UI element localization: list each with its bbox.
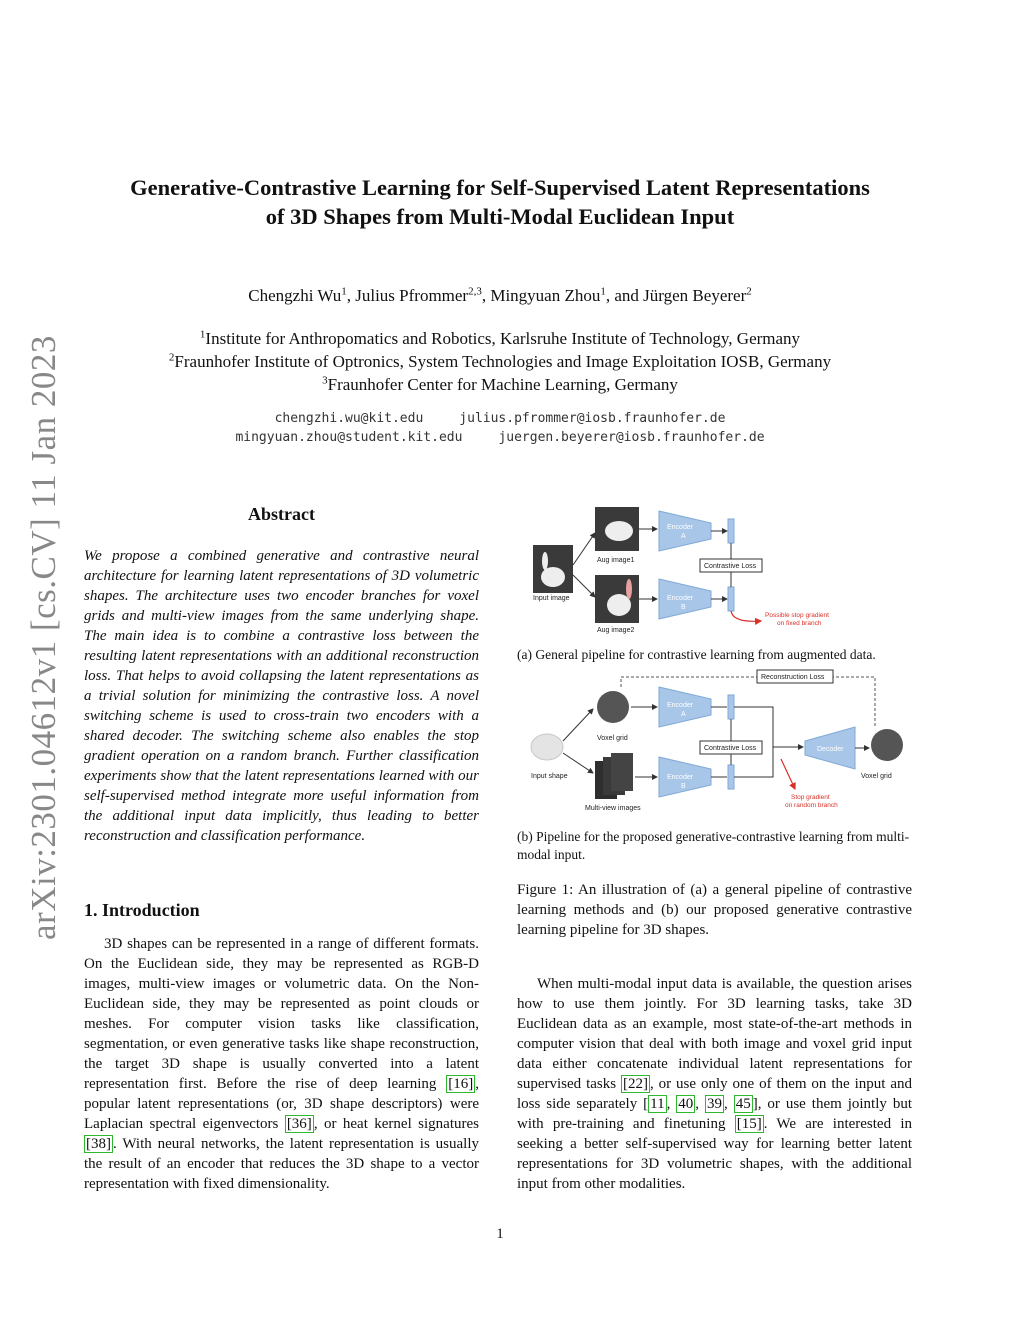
stop-gradient-label-2: on random branch	[785, 802, 838, 809]
figure-a-diagram	[525, 505, 915, 635]
latent-a	[728, 519, 734, 543]
aug-image-2-label: Aug image2	[597, 627, 635, 634]
text-run: 3D shapes can be represented in a range of different formats. On the Euclidean side, they may be represented as RGB-D images, multi-view images or volumetric data. On the Non-Euclidean side, they may be represented as point clouds or meshes. For computer vision tasks like classification, segmentation, or even generative tasks like shape reconstruction, the target 3D shape is usually converted into a latent representation first. Before the rise of deep learning	[84, 936, 479, 1092]
stop-gradient-label-1: Possible stop gradient	[765, 612, 829, 619]
text-run: When multi-modal input data is available, the question arises how to use them jointly. For 3D learning tasks, take 3D Euclidean data as an example, most state-of-the-art methods in computer vision that deal with both image and voxel grid input data either concatenate individual latent representations for supervised tasks	[517, 976, 912, 1092]
email-link[interactable]: chengzhi.wu@kit.edu	[274, 411, 424, 426]
author-aff: 2,3	[468, 285, 482, 298]
latent-b	[728, 765, 734, 789]
title-line-2: of 3D Shapes from Multi-Modal Euclidean Input	[265, 204, 735, 229]
output-voxel-image	[871, 729, 903, 761]
right-paragraph	[517, 974, 912, 1194]
voxel-grid-label: Voxel grid	[597, 735, 628, 742]
latent-b	[728, 587, 734, 611]
multi-view-label: Multi-view images	[585, 805, 641, 812]
email-link[interactable]: juergen.beyerer@iosb.fraunhofer.de	[498, 430, 765, 445]
citation-link[interactable]: [36]	[286, 1116, 312, 1132]
affiliation-num: 3	[322, 374, 328, 387]
email-link[interactable]: mingyuan.zhou@student.kit.edu	[235, 430, 463, 445]
author-name: Mingyuan Zhou	[490, 286, 601, 305]
input-shape-label: Input shape	[531, 773, 568, 780]
affiliation	[80, 373, 920, 396]
citation-link[interactable]: [15]	[736, 1116, 762, 1132]
text-run: ], or use them jointly but with pre-training and finetuning	[517, 1096, 912, 1132]
citation-link[interactable]: 45	[735, 1096, 751, 1112]
author-aff: 1	[341, 285, 347, 298]
affiliation	[80, 350, 920, 373]
arxiv-stamp	[0, 335, 63, 940]
encoder-a-label: Encoder	[667, 524, 694, 531]
figure-b-caption: (b) Pipeline for the proposed generative-contrastive learning from multi-modal input.	[517, 829, 910, 862]
author-list: Chengzhi Wu$^1$, Julius Pfrommer$^{2,3}$, Mingyuan Zhou$^1$, and Jürgen Beyerer$^2$	[248, 285, 752, 305]
abstract-heading: Abstract	[248, 504, 315, 524]
citation-link[interactable]: 39	[707, 1096, 722, 1112]
citation-link[interactable]: [22]	[622, 1076, 648, 1092]
email-list	[80, 409, 920, 447]
abstract-text: We propose a combined generative and contrastive neural architecture for learning latent representations of 3D volumetric shapes. The architecture uses two encoder branches for voxel grids and multi-view images from the same underlying shape. The main idea is to combine a contrastive loss between the resulting latent representations with an additional reconstruction loss. That helps to avoid collapsing the latent representations as a trivial solution for minimizing the contrastive loss. A novel switching scheme is used to cross-train two encoders with a shared decoder. The switching scheme also enables the stop gradient operation on a random branch. Further classification experiments show that the latent representations learned with our self-supervised method integrate more useful information from the additional input data implicitly, thus leading to better reconstruction and classification performance.	[84, 548, 479, 844]
author-name: and Jürgen Beyerer	[614, 286, 747, 305]
author-name: Chengzhi Wu	[248, 286, 342, 305]
citation-link[interactable]: [38]	[86, 1136, 111, 1152]
author-name: Julius Pfrommer	[355, 286, 469, 305]
encoder-a-block	[659, 511, 711, 551]
contrastive-loss-label: Contrastive Loss	[704, 745, 757, 752]
output-voxel-label: Voxel grid	[861, 773, 892, 780]
decoder-label: Decoder	[817, 746, 844, 753]
intro-paragraph	[84, 934, 479, 1194]
text-run: , or use only one of them on the input and loss side separately [	[517, 1076, 912, 1112]
encoder-b-label: Encoder	[667, 774, 694, 781]
affiliation	[80, 327, 920, 350]
encoder-a-letter: A	[681, 711, 686, 718]
input-image-label: Input image	[533, 595, 570, 602]
voxel-grid-image	[597, 691, 629, 723]
text-run: . With neural networks, the latent representation is usually the result of an encoder that reduces the 3D shape to a vector representation with fixed dimensionality.	[84, 1136, 479, 1192]
encoder-b-letter: B	[681, 604, 686, 611]
affiliation-list	[80, 327, 920, 396]
author-aff: 1	[600, 285, 606, 298]
encoder-a-letter: A	[681, 533, 686, 540]
citation-link[interactable]: 11	[650, 1096, 665, 1112]
multi-view-image-3	[611, 753, 633, 791]
intro-heading: 1. Introduction	[84, 900, 200, 920]
input-shape-image	[531, 734, 563, 760]
stop-gradient-label-1: Stop gradient	[791, 794, 830, 801]
affiliation-num: 1	[199, 328, 206, 341]
text-run: . We are interested in seeking a better self-supervised way for learning better latent representations for 3D volumetric shapes, with the additional input from other modalities.	[517, 1116, 912, 1192]
affiliation-num: 2	[168, 351, 175, 364]
contrastive-loss-label: Contrastive Loss	[704, 563, 757, 570]
text-run: , or heat kernel signatures	[313, 1116, 479, 1132]
stop-gradient-label-2: on fixed branch	[777, 620, 822, 627]
affiliation-text: Fraunhofer Institute of Optronics, System Technologies and Image Exploitation IOSB, Germany	[174, 352, 832, 371]
figure-a-caption: (a) General pipeline for contrastive learning from augmented data.	[517, 647, 876, 662]
encoder-b-letter: B	[681, 783, 686, 790]
citation-link[interactable]: 40	[678, 1096, 694, 1112]
affiliation-text: Institute for Anthropomatics and Robotics, Karlsruhe Institute of Technology, Germany	[205, 329, 801, 348]
encoder-b-label: Encoder	[667, 595, 694, 602]
paper-title	[80, 173, 920, 231]
page-number: 1	[496, 1226, 504, 1242]
text-run: ,	[666, 1096, 677, 1112]
figure-b-diagram	[525, 665, 915, 820]
text-run: , popular latent representations (or, 3D shape descriptors) were Laplacian spectral eigenvectors	[84, 1076, 479, 1132]
figure-1-caption: Figure 1: An illustration of (a) a general pipeline of contrastive learning methods and (b) our proposed generative contrastive learning pipeline for 3D shapes.	[517, 882, 912, 938]
encoder-a-label: Encoder	[667, 702, 694, 709]
arxiv-id-text: arXiv:2301.04612v1 [cs.CV] 11 Jan 2023	[24, 335, 63, 940]
reconstruction-loss-label: Reconstruction Loss	[761, 674, 825, 681]
text-run: ,	[724, 1096, 734, 1112]
aug-image-1-label: Aug image1	[597, 557, 635, 564]
email-link[interactable]: julius.pfrommer@iosb.fraunhofer.de	[459, 411, 726, 426]
affiliation-text: Fraunhofer Center for Machine Learning, Germany	[327, 375, 678, 394]
title-line-1: Generative-Contrastive Learning for Self-Supervised Latent Representations	[130, 175, 870, 200]
text-run: ,	[695, 1096, 705, 1112]
latent-a	[728, 695, 734, 719]
citation-link[interactable]: [16]	[448, 1076, 474, 1092]
author-aff: 2	[746, 285, 752, 298]
